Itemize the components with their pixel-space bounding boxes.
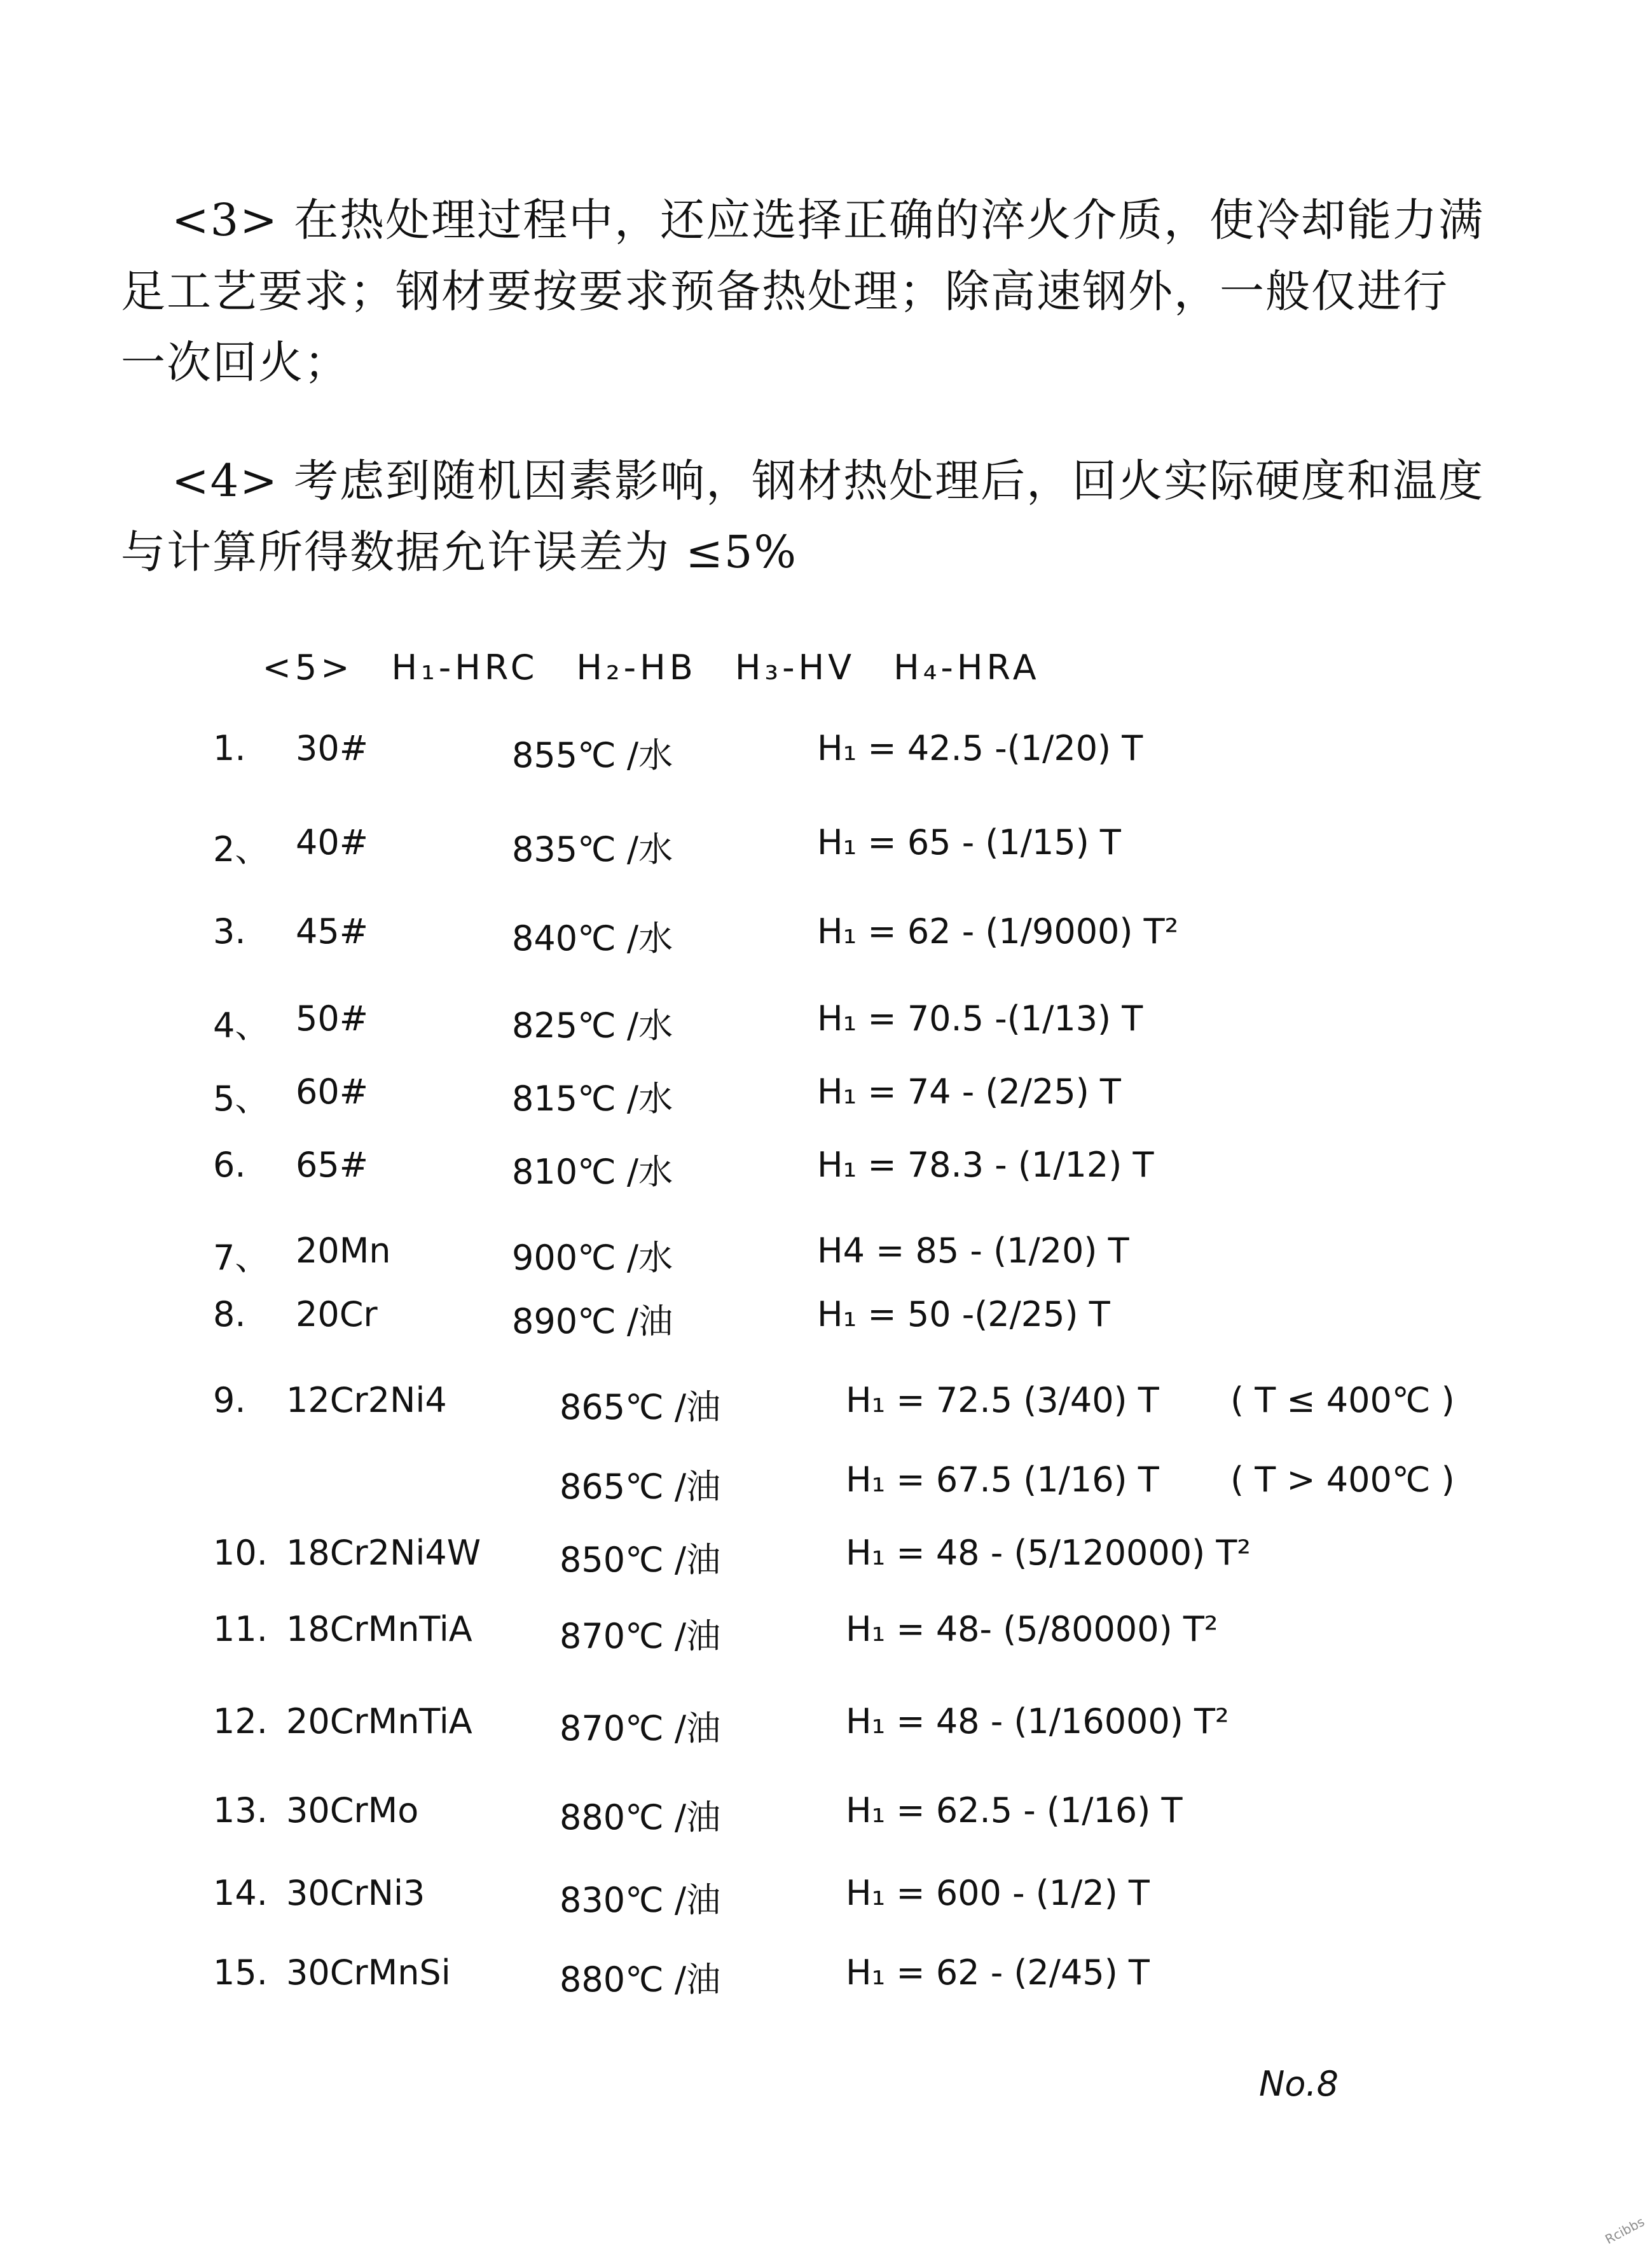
- hardness-formula: H₁ = 65 - (1/15) T: [817, 822, 1121, 862]
- row-number: 8.: [213, 1294, 246, 1334]
- row-number: 9.: [213, 1380, 246, 1420]
- row-number: 3.: [213, 911, 246, 951]
- hardness-scale: H₄-HRA: [893, 647, 1040, 688]
- steel-grade: 18CrMnTiA: [286, 1609, 472, 1649]
- quench-treatment: 825℃ /水: [512, 1006, 673, 1046]
- quench-treatment: 815℃ /水: [512, 1079, 673, 1119]
- hardness-formula: H₁ = 48 - (5/120000) T²: [846, 1533, 1251, 1573]
- hardness-formula: H4 = 85 - (1/20) T: [817, 1231, 1129, 1271]
- steel-grade: 30CrMo: [286, 1790, 419, 1830]
- steel-grade: 30CrNi3: [286, 1873, 425, 1913]
- steel-grade: 20CrMnTiA: [286, 1701, 472, 1741]
- quench-treatment: 865℃ /油: [560, 1387, 721, 1427]
- quench-treatment: 810℃ /水: [512, 1152, 673, 1192]
- steel-grade: 18Cr2Ni4W: [286, 1533, 481, 1573]
- steel-grade: 20Cr: [296, 1294, 378, 1334]
- hardness-formula: H₁ = 62.5 - (1/16) T: [846, 1790, 1183, 1830]
- steel-grade: 30#: [296, 728, 368, 768]
- quench-treatment: 865℃ /油: [560, 1467, 721, 1507]
- row-number: 4、: [213, 1006, 270, 1046]
- row-number: 14.: [213, 1873, 268, 1913]
- quench-treatment: 880℃ /油: [560, 1797, 721, 1837]
- row-number: 1.: [213, 728, 246, 768]
- steel-grade: 30CrMnSi: [286, 1953, 451, 1993]
- quench-treatment: 840℃ /水: [512, 918, 673, 958]
- hardness-formula: H₁ = 72.5 (3/40) T: [846, 1380, 1159, 1420]
- steel-grade: 45#: [296, 911, 368, 951]
- quench-treatment: 835℃ /水: [512, 829, 673, 869]
- row-number: 10.: [213, 1533, 268, 1573]
- hardness-scale-line: [203, 607, 1078, 728]
- hardness-prefix: <5>: [262, 647, 354, 688]
- row-number: 15.: [213, 1953, 268, 1993]
- steel-grade: 50#: [296, 999, 368, 1039]
- row-number: 6.: [213, 1145, 246, 1185]
- hardness-formula: H₁ = 600 - (1/2) T: [846, 1873, 1150, 1913]
- row-number: 2、: [213, 829, 270, 869]
- hardness-formula: H₁ = 62 - (1/9000) T²: [817, 911, 1179, 951]
- hardness-scale: H₁-HRC: [391, 647, 539, 688]
- steel-grade: 40#: [296, 822, 368, 862]
- row-number: 12.: [213, 1701, 268, 1741]
- steel-grade: 60#: [296, 1072, 368, 1112]
- quench-treatment: 830℃ /油: [560, 1880, 721, 1920]
- temperature-condition: ( T ≤ 400℃ ): [1230, 1380, 1455, 1420]
- quench-treatment: 880℃ /油: [560, 1960, 721, 2000]
- hardness-formula: H₁ = 48- (5/80000) T²: [846, 1609, 1218, 1649]
- hardness-formula: H₁ = 48 - (1/16000) T²: [846, 1701, 1229, 1741]
- paragraph-3: <3> 在热处理过程中，还应选择正确的淬火介质，使冷却能力满足工艺要求；钢材要按要求预备热处理；除高速钢外，一般仅进行一次回火；: [121, 194, 1485, 389]
- quench-treatment: 870℃ /油: [560, 1616, 721, 1656]
- steel-grade: 65#: [296, 1145, 368, 1185]
- hardness-formula: H₁ = 74 - (2/25) T: [817, 1072, 1121, 1112]
- paragraph-4: <4> 考虑到随机因素影响，钢材热处理后，回火实际硬度和温度与计算所得数据允许误差为 ≤5%: [121, 455, 1485, 578]
- row-number: 13.: [213, 1790, 268, 1830]
- steel-grade: 12Cr2Ni4: [286, 1380, 447, 1420]
- quench-treatment: 850℃ /油: [560, 1540, 721, 1580]
- hardness-formula: H₁ = 62 - (2/45) T: [846, 1953, 1150, 1993]
- row-number: 5、: [213, 1079, 270, 1119]
- hardness-scale: H₃-HV: [734, 647, 856, 688]
- page-number: No.8: [1259, 2064, 1339, 2104]
- hardness-formula: H₁ = 50 -(2/25) T: [817, 1294, 1110, 1334]
- hardness-formula: H₁ = 70.5 -(1/13) T: [817, 999, 1143, 1039]
- row-number: 7、: [213, 1238, 270, 1278]
- hardness-formula: H₁ = 42.5 -(1/20) T: [817, 728, 1143, 768]
- quench-treatment: 900℃ /水: [512, 1238, 673, 1278]
- row-number: 11.: [213, 1609, 268, 1649]
- hardness-formula: H₁ = 67.5 (1/16) T: [846, 1460, 1159, 1500]
- quench-treatment: 855℃ /水: [512, 735, 673, 775]
- hardness-scale: H₂-HB: [576, 647, 697, 688]
- quench-treatment: 890℃ /油: [512, 1301, 673, 1341]
- temperature-condition: ( T > 400℃ ): [1230, 1460, 1455, 1500]
- steel-grade: 20Mn: [296, 1231, 391, 1271]
- quench-treatment: 870℃ /油: [560, 1708, 721, 1748]
- hardness-formula: H₁ = 78.3 - (1/12) T: [817, 1145, 1154, 1185]
- watermark-stamp: Rcibbs: [1602, 2213, 1648, 2248]
